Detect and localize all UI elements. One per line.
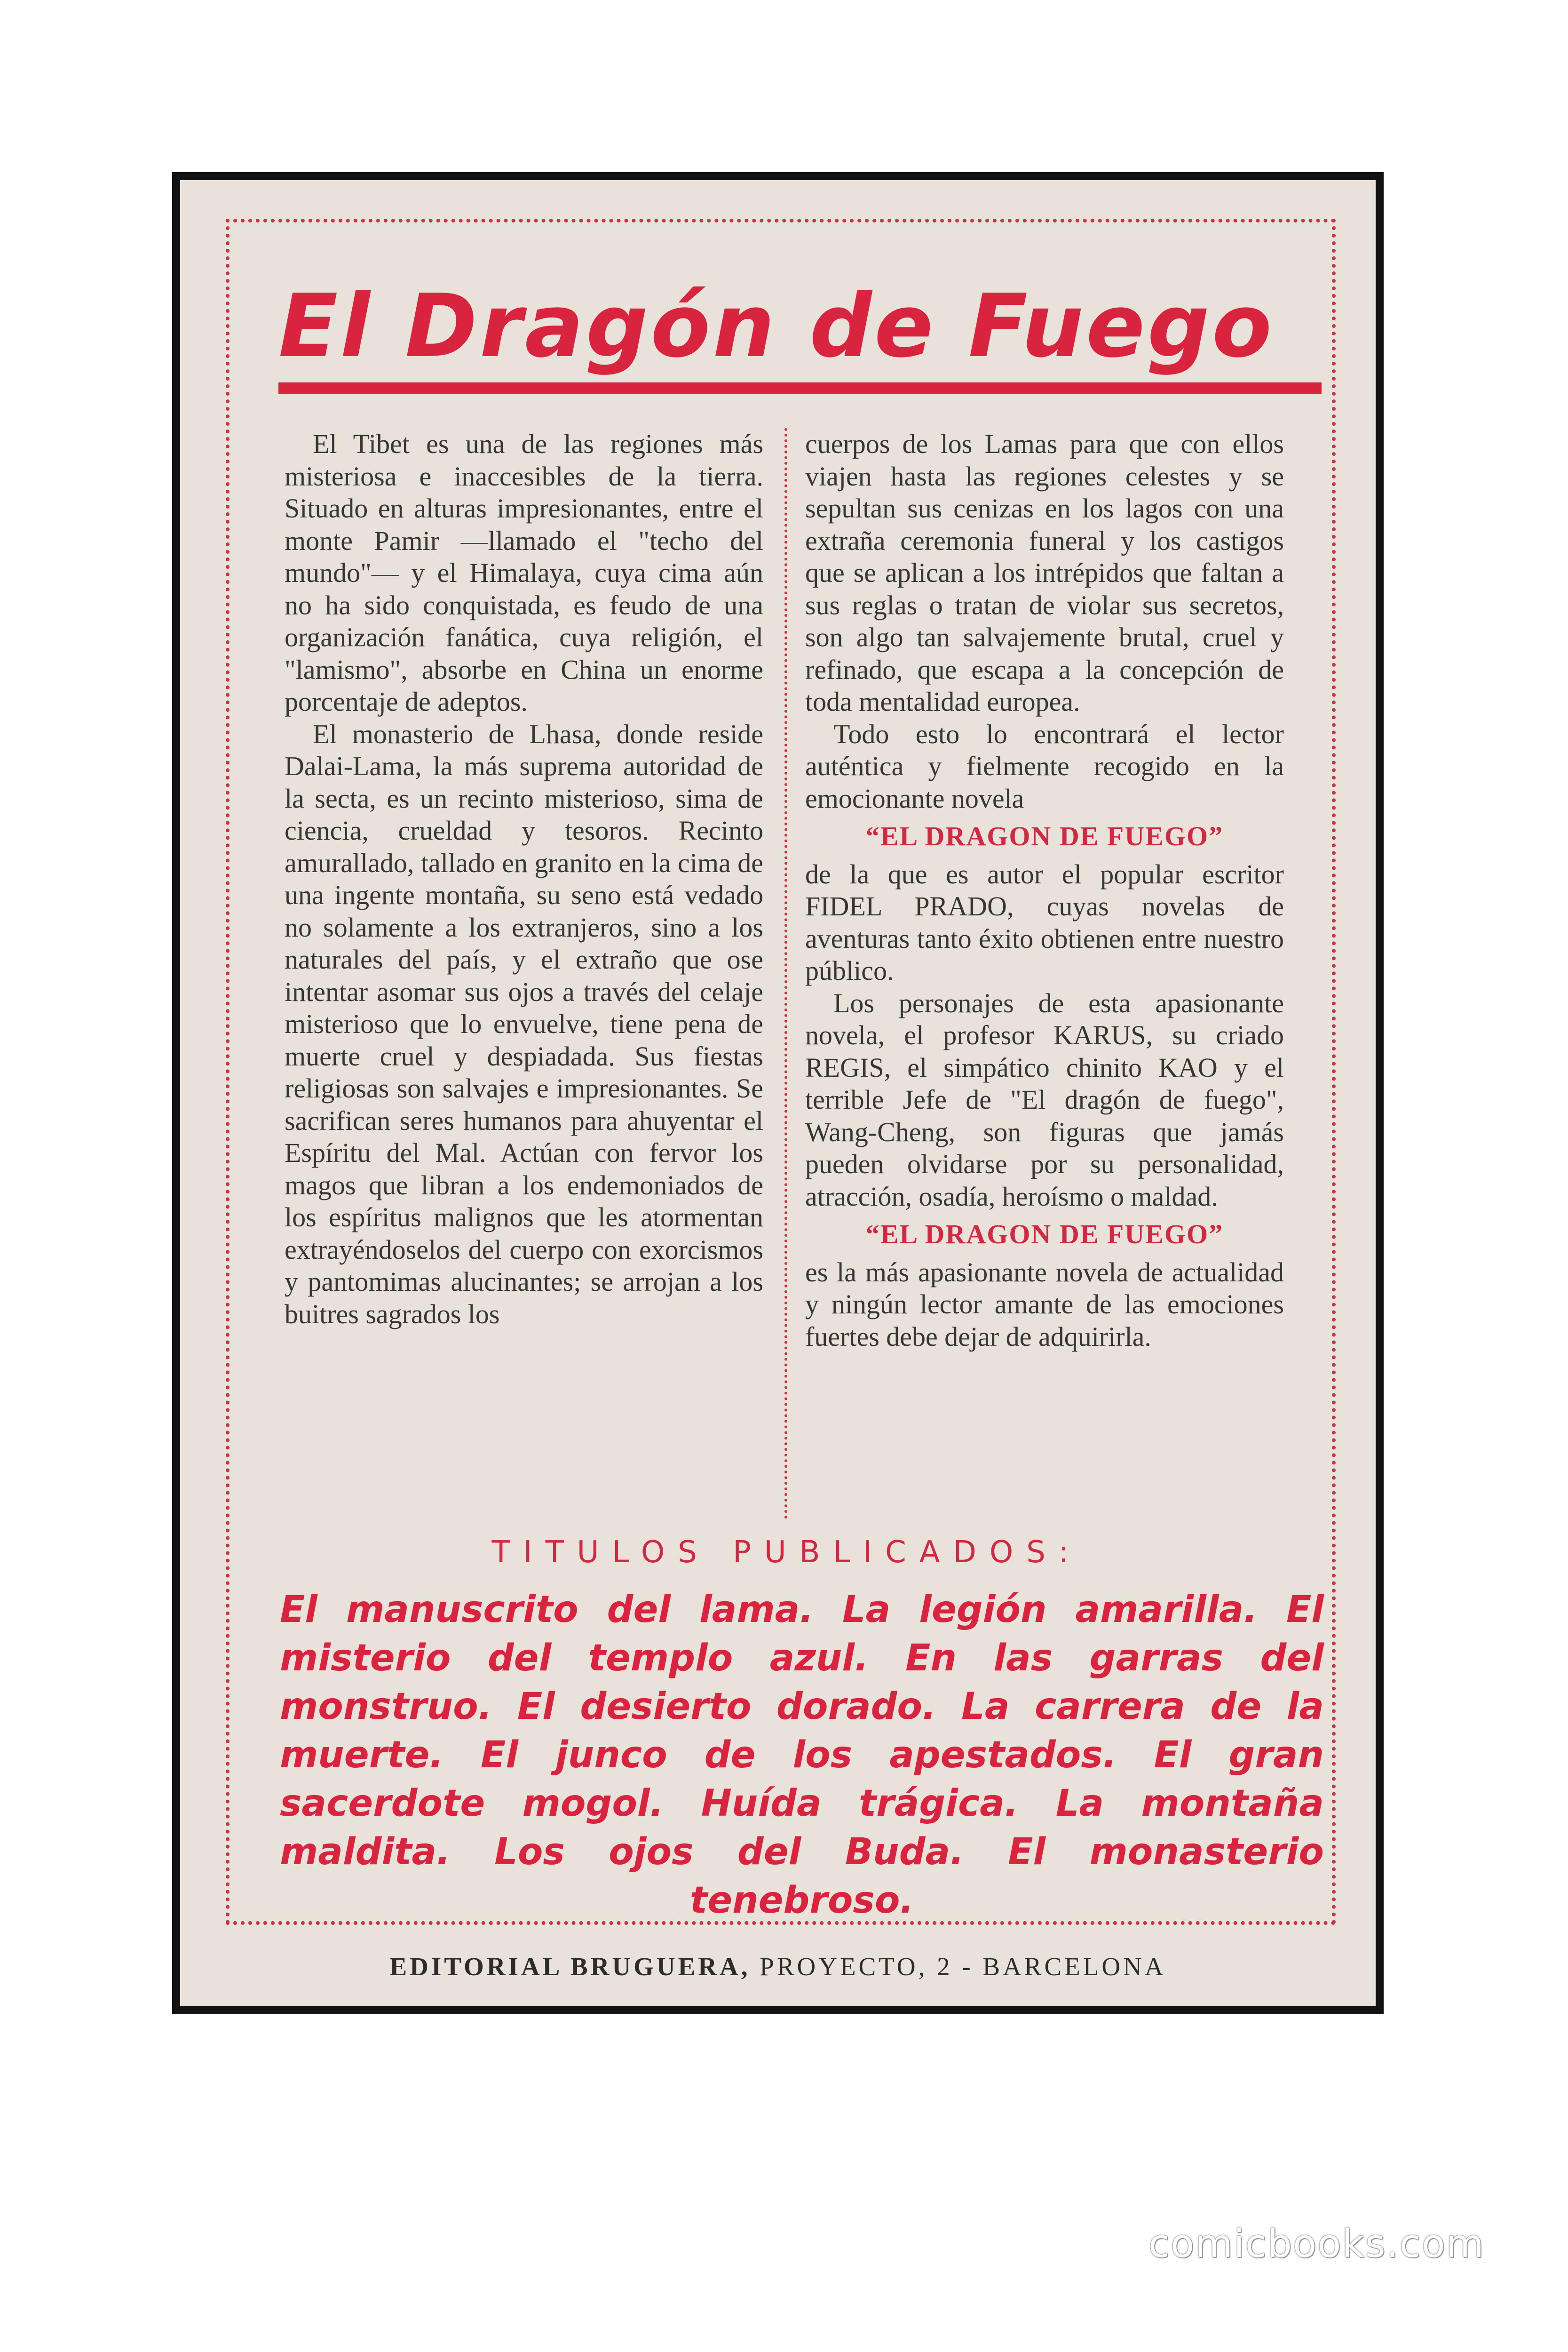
publisher-address: PROYECTO, 2 - BARCELONA	[760, 1952, 1166, 1981]
publisher-name: EDITORIAL BRUGUERA,	[389, 1952, 751, 1981]
right-text-column	[805, 428, 1284, 1353]
title-underline	[278, 382, 1322, 394]
left-text-column	[285, 428, 763, 1330]
novel-name-heading: “EL DRAGON DE FUEGO”	[865, 1219, 1224, 1249]
site-watermark: comicbooks.com	[1148, 2222, 1485, 2266]
left-paragraph: El Tibet es una de las regiones más misteriosa e inaccesibles de la tierra. Situado en alturas impresionantes, entre el monte Pamir —llamado el "techo del mundo"— y el Himalaya, cuya cima aún no ha sido conquistada, es feudo de una organización fanática, cuya religión, el "lamismo", absorbe en China un enorme porcentaje de adeptos.	[285, 429, 763, 717]
novel-name-heading: “EL DRAGON DE FUEGO”	[865, 821, 1224, 851]
publisher-footer	[180, 1952, 1376, 1981]
left-paragraph: El monasterio de Lhasa, donde reside Dalai-Lama, la más suprema autoridad de la secta, es un recinto misterioso, sima de ciencia, crueldad y tesoros. Recinto amurallado, tallado en granito en la cima de una ingente montaña, su seno está vedado no solamente a los extranjeros, sino a los naturales del país, y el extraño que ose intentar asomar sus ojos a través del celaje misterioso que lo envuelve, tiene pena de muerte cruel y despiadada. Sus fiestas religiosas son salvajes e impresionantes. Se sacrifican seres humanos para ahuyentar el Espíritu del Mal. Actúan con fervor los magos que libran a los endemoniados de los espíritus malignos que les atormentan extrayéndoselos del cuerpo con exorcismos y pantomimas alucinantes; se arrojan a los buitres sagrados los	[285, 718, 763, 1329]
back-cover-page	[172, 172, 1384, 2014]
right-paragraph: es la más apasionante novela de actualidad y ningún lector amante de las emociones fuertes debe dejar de adquirirla.	[805, 1256, 1284, 1352]
published-titles-list: El manuscrito del lama. La legión amarilla. El misterio del templo azul. En las garras del monstruo. El desierto dorado. La carrera de la muerte. El junco de los apestados. El gran sacerdote mogol. Huída trágica. La montaña maldita. Los ojos del Buda. El monasterio tenebroso.	[280, 1589, 1324, 1922]
column-divider	[784, 428, 787, 1519]
right-paragraph: Todo esto lo encontrará el lector auténtica y fielmente recogido en la emocionante novela	[805, 718, 1284, 814]
published-titles-heading: TITULOS PUBLICADOS:	[491, 1535, 1082, 1570]
right-paragraph: de la que es autor el popular escritor FIDEL PRADO, cuyas novelas de aventuras tanto éxito obtienen entre nuestro público.	[805, 858, 1284, 986]
right-paragraph: Los personajes de esta apasionante novela, el profesor KARUS, su criado REGIS, el simpático chinito KAO y el terrible Jefe de "El dragón de fuego", Wang-Cheng, son figuras que jamás pueden olvidarse por su personalidad, atracción, osadía, heroísmo o maldad.	[805, 987, 1284, 1212]
page-title: El Dragón de Fuego	[278, 275, 1275, 377]
right-paragraph: cuerpos de los Lamas para que con ellos viajen hasta las regiones celestes y se sepultan sus cenizas en los lagos con una extraña ceremonia funeral y los castigos que se aplican a los intrépidos que faltan a sus reglas o tratan de violar sus secretos, son algo tan salvajemente brutal, cruel y refinado, que escapa a la concepción de toda mentalidad europea.	[805, 429, 1284, 717]
